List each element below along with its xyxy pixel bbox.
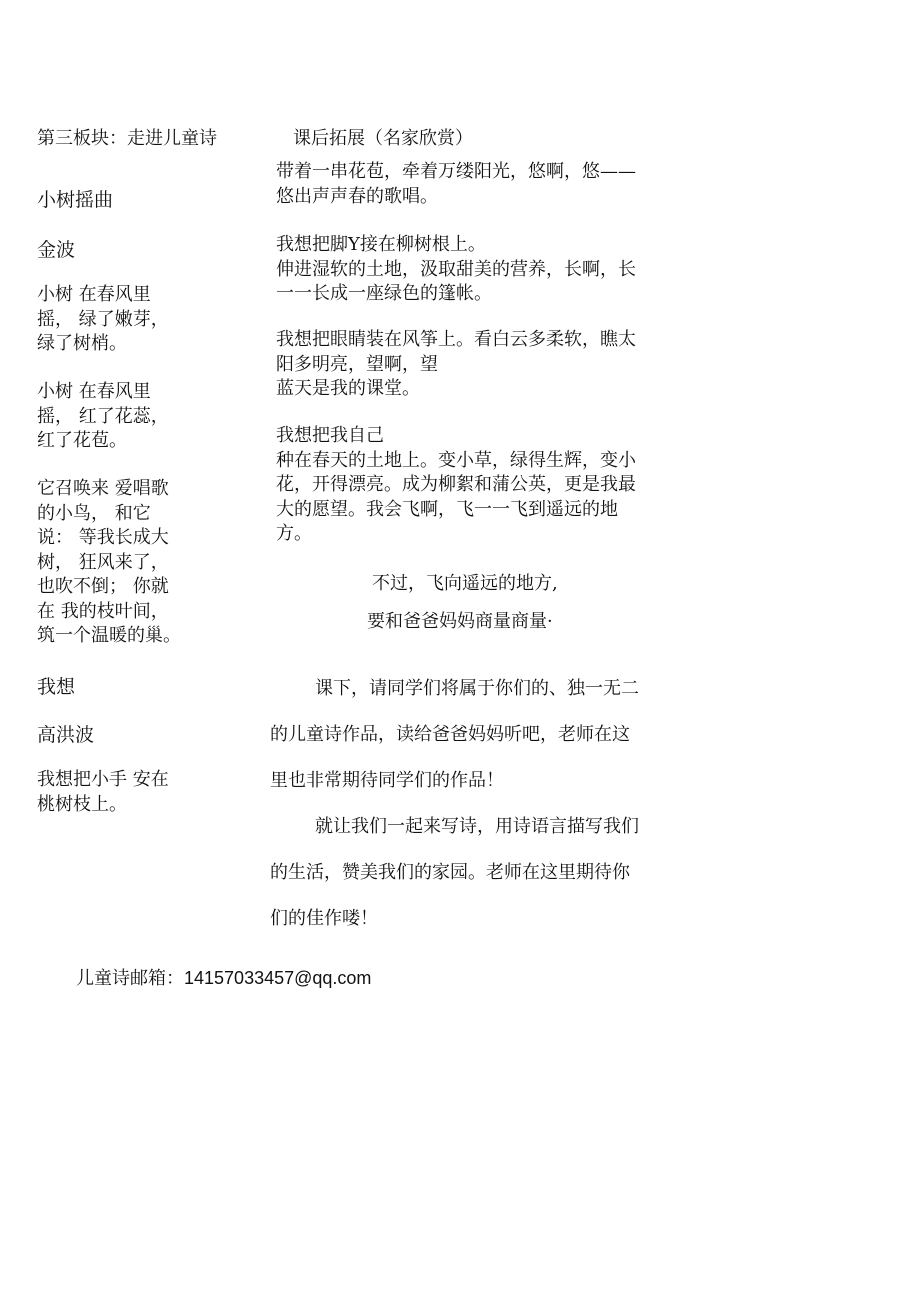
poem2-right-block-1 [276, 160, 636, 209]
poem2-left-stanza [37, 768, 169, 817]
poem-line: 树， 狂风来了， [37, 551, 169, 573]
poem2-closing-line-1: 不过，飞向遥远的地方, [372, 573, 558, 594]
poem-line: 方。 [276, 523, 312, 544]
poem-line: 的小鸟， 和它 [37, 502, 151, 524]
poem1-author: 金波 [37, 239, 76, 261]
poem1-stanza-1 [37, 283, 169, 357]
poem-line: 蓝天是我的课堂。 [276, 378, 420, 399]
poem-line: 也吹不倒； 你就 [37, 576, 169, 597]
poem2-right-block-3 [276, 328, 636, 402]
poem-line: 摇， 绿了嫩芽， [37, 308, 169, 330]
teacher-note [270, 666, 639, 942]
poem2-right-block-4 [276, 424, 636, 547]
poem1-stanza-2 [37, 380, 169, 454]
poem-line: 摇， 红了花蕊， [37, 405, 169, 427]
note-line: 里也非常期待同学们的作品！ [270, 770, 504, 791]
poem2-closing-line-2: 要和爸爸妈妈商量商量· [367, 611, 553, 632]
poem-line: 小树 在春风里 [37, 381, 151, 402]
poem-line: 筑一个温暖的巢。 [37, 625, 181, 646]
email-label: 儿童诗邮箱： [76, 968, 184, 989]
poem-line: 一一长成一座绿色的篷帐。 [276, 283, 492, 304]
extension-header: 课后拓展（名家欣赏） [293, 128, 473, 149]
poem-line: 种在春天的土地上。变小草，绿得生辉，变小 [276, 449, 636, 471]
poem2-title: 我想 [37, 676, 76, 698]
poem-line: 大的愿望。我会飞啊，飞一一飞到遥远的地 [276, 498, 618, 520]
note-line: 课下，请同学们将属于你们的、独一无二 [315, 678, 639, 699]
poem1-stanza-3 [37, 477, 181, 649]
contact-email [76, 964, 371, 990]
note-line: 们的佳作喽！ [270, 908, 378, 929]
poem-line: 红了花苞。 [37, 430, 127, 451]
poem-line: 在 我的枝叶间， [37, 600, 169, 622]
poem-line: 我想把脚Y接在柳树根上。 [276, 234, 486, 255]
poem1-title: 小树摇曲 [37, 189, 114, 211]
poem-line: 说： 等我长成大 [37, 527, 169, 548]
note-line: 的生活，赞美我们的家园。老师在这里期待你 [270, 862, 630, 883]
poem-line: 它召唤来 爱唱歌 [37, 478, 169, 499]
section-title: 第三板块：走进儿童诗 [37, 128, 217, 149]
poem-line: 绿了树梢。 [37, 333, 127, 354]
poem-line: 悠出声声春的歌唱。 [276, 185, 438, 207]
poem-line: 伸进湿软的土地，汲取甜美的营养，长啊，长 [276, 258, 636, 280]
poem-line: 阳多明亮，望啊，望 [276, 353, 438, 375]
poem-line: 我想把眼睛装在风筝上。看白云多柔软，瞧太 [276, 329, 636, 350]
poem-line: 小树 在春风里 [37, 284, 151, 305]
poem-line: 我想把我自己 [276, 425, 384, 446]
note-line: 的儿童诗作品，读给爸爸妈妈听吧，老师在这 [270, 724, 630, 745]
email-address[interactable]: 14157033457@qq.com [184, 968, 372, 988]
note-line: 就让我们一起来写诗，用诗语言描写我们 [315, 816, 639, 837]
poem-line: 花，开得漂亮。成为柳絮和蒲公英，更是我最 [276, 474, 636, 495]
poem-line: 带着一串花苞，牵着万缕阳光，悠啊，悠—— [276, 161, 636, 182]
poem-line: 桃树枝上。 [37, 793, 127, 815]
poem-line: 我想把小手 安在 [37, 769, 169, 790]
poem2-right-block-2 [276, 233, 636, 307]
poem2-author: 高洪波 [37, 724, 95, 746]
